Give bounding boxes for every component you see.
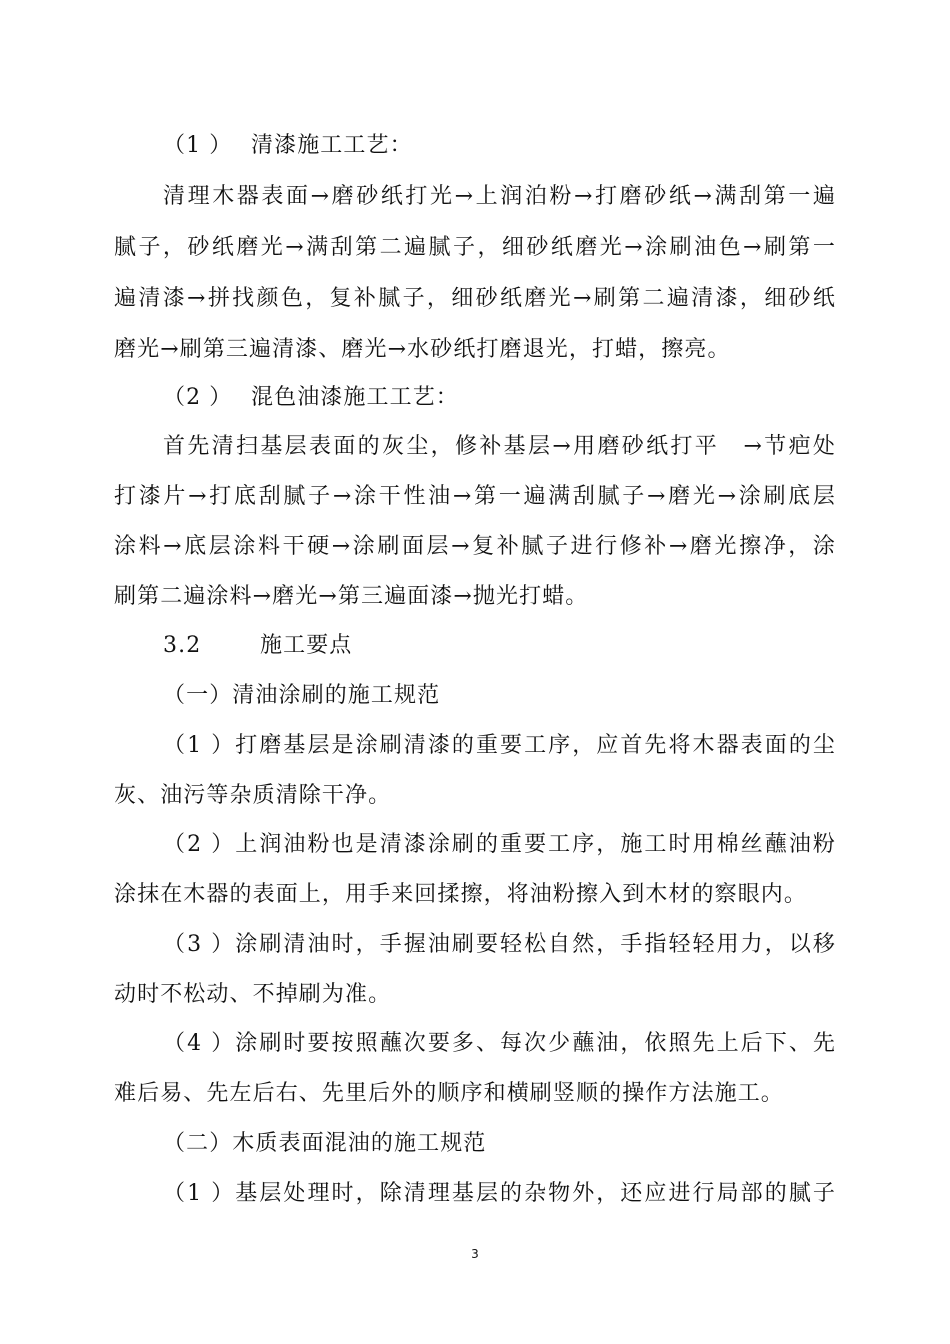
paragraph-line: 首先清扫基层表面的灰尘，修补基层→用磨砂纸打平 →节疤处 — [163, 434, 836, 459]
heading-number: （2 ） — [163, 385, 233, 410]
heading-mixed-paint-process — [163, 383, 836, 413]
heading-text: 混色油漆施工工艺： — [251, 385, 459, 410]
section-number: 3.2 — [163, 633, 202, 658]
paragraph-line: 清理木器表面→磨砂纸打光→上润泊粉→打磨砂纸→满刮第一遍 — [163, 184, 836, 209]
paragraph-line: 打漆片→打底刮腻子→涂干性油→第一遍满刮腻子→磨光→涂刷底层 — [114, 484, 836, 509]
subsection-heading: （二）木质表面混油的施工规范 — [163, 1131, 487, 1156]
heading-text: 清漆施工工艺： — [251, 133, 413, 158]
paragraph-line: （3 ）涂刷清油时，手握油刷要轻松自然，手指轻轻用力，以移 — [163, 932, 836, 957]
paragraph-line: 涂料→底层涂料干硬→涂刷面层→复补腻子进行修补→磨光擦净，涂 — [114, 534, 836, 559]
paragraph-line: 刷第二遍涂料→磨光→第三遍面漆→抛光打蜡。 — [114, 584, 589, 609]
paragraph-line: 动时不松动、不掉刷为准。 — [114, 982, 392, 1007]
paragraph-line: （4 ）涂刷时要按照蘸次要多、每次少蘸油，依照先上后下、先 — [163, 1031, 836, 1056]
paragraph-line: 磨光→刷第三遍清漆、磨光→水砂纸打磨退光，打蜡，擦亮。 — [114, 337, 731, 362]
paragraph-line: 涂抹在木器的表面上，用手来回揉擦，将油粉擦入到木材的察眼内。 — [114, 882, 808, 907]
paragraph-line: （2 ）上润油粉也是清漆涂刷的重要工序，施工时用棉丝蘸油粉 — [163, 832, 836, 857]
paragraph-line: （1 ）打磨基层是涂刷清漆的重要工序，应首先将木器表面的尘 — [163, 733, 836, 758]
paragraph-line: 腻子，砂纸磨光→满刮第二遍腻子，细砂纸磨光→涂刷油色→刷第一 — [114, 235, 836, 260]
subsection-heading: （一）清油涂刷的施工规范 — [163, 683, 441, 708]
heading-clear-lacquer-process — [163, 131, 836, 161]
paragraph-line: 遍清漆→拼找颜色，复补腻子，细砂纸磨光→刷第二遍清漆，细砂纸 — [114, 286, 836, 311]
paragraph-line: 难后易、先左后右、先里后外的顺序和横刷竖顺的操作方法施工。 — [114, 1081, 784, 1106]
page-number: 3 — [471, 1247, 479, 1261]
paragraph-line: （1 ）基层处理时，除清理基层的杂物外，还应进行局部的腻子 — [163, 1181, 836, 1206]
section-heading-3-2 — [163, 631, 836, 661]
paragraph-line: 灰、油污等杂质清除干净。 — [114, 783, 392, 808]
heading-number: （1 ） — [163, 133, 233, 158]
section-title: 施工要点 — [260, 633, 353, 658]
